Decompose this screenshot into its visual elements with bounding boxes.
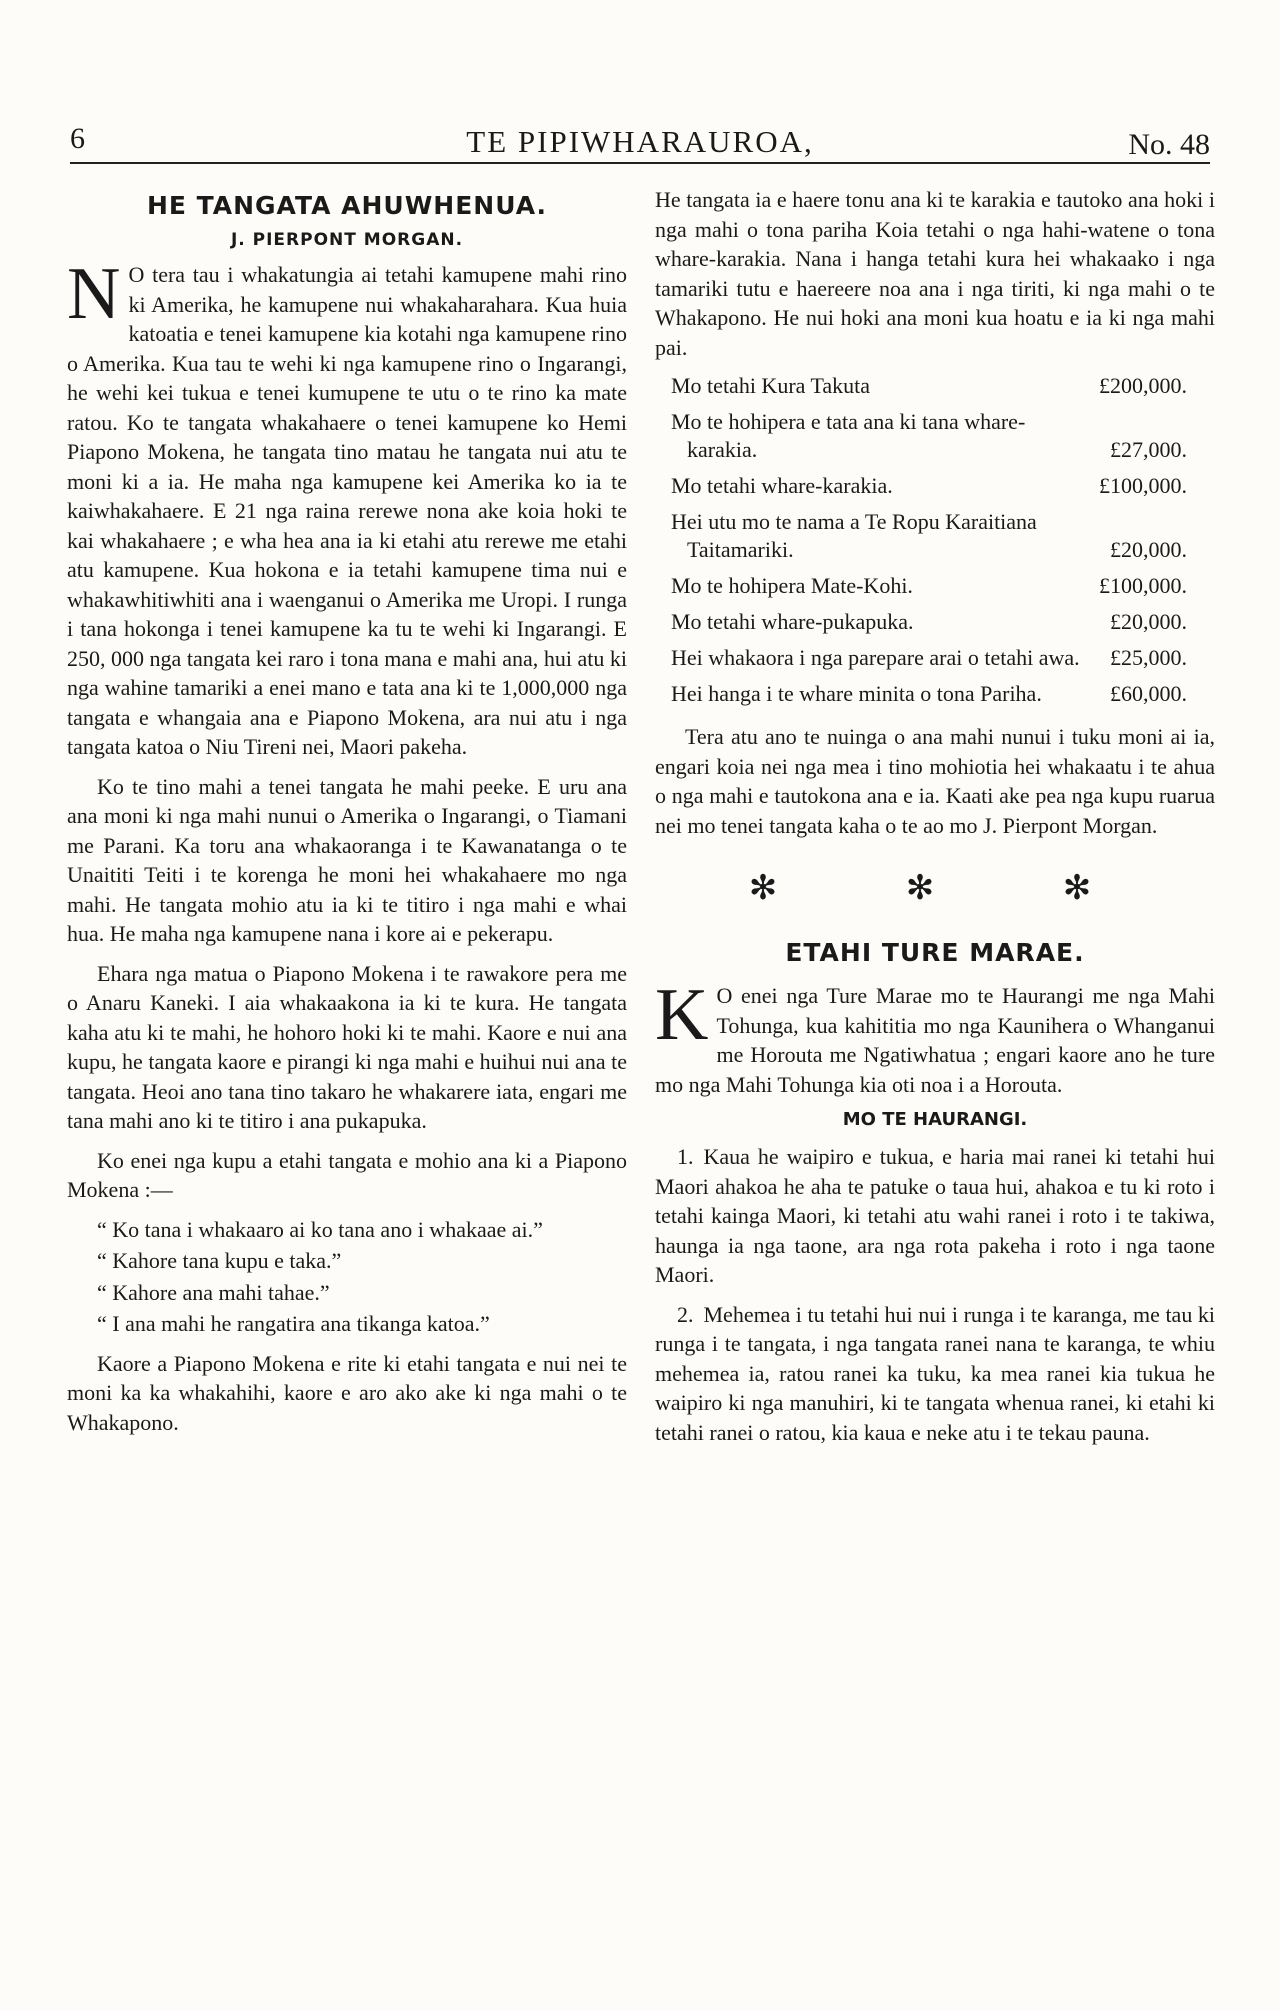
quote: “ Ko tana i whakaaro ai ko tana ano i whakaae ai.” — [97, 1216, 543, 1242]
paragraph: Ehara nga matua o Piapono Mokena i te rawakore pera me o Anaru Kaneki. I aia whakaakona ia ki te kura. He tangata kaha atu ki te mahi, he hohoro hoki ki te mahi. Kaore e nui ana kupu, he tangata kaore e pirangi ki nga mahi e huihui nui ana te tangata. Heoi ano tana tino takaro he whakarere iata, engari me tana mahi ano ki te titiro i ana pukapuka. — [67, 960, 627, 1133]
donation-row — [655, 408, 1215, 472]
law-item — [655, 1142, 1215, 1290]
drop-cap: K — [655, 974, 709, 1056]
donation-amount: £20,000. — [1110, 537, 1187, 562]
law-number: 2. — [677, 1301, 694, 1327]
section-divider-stars: ✻ ✻ ✻ — [748, 870, 1152, 907]
paragraph: Ko enei nga kupu a etahi tangata e mohio ana ki a Piapono Mokena :— — [67, 1147, 627, 1202]
article-subheading: J. PIERPONT MORGAN. — [230, 230, 464, 250]
donation-row — [655, 644, 1215, 680]
donation-amount: £25,000. — [1110, 645, 1187, 670]
donation-amount: £100,000. — [1099, 473, 1187, 498]
page-header — [70, 118, 1210, 164]
donation-row — [655, 472, 1215, 508]
law-text: Kaua he waipiro e tukua, e haria mai ranei ki tetahi hui Maori ahakoa he aha te patuke o taua hui, ahakoa e tu ki roto i tetahi kainga Maori, ki tetahi atu wahi ranei i roto i te takiwa, haunga ia nga taone, ara nga rota pakeha i roto i nga taone Maori. — [655, 1144, 1215, 1287]
paragraph — [655, 974, 1215, 1099]
quote: “ Kahore tana kupu e taka.” — [97, 1248, 342, 1273]
donation-row — [655, 572, 1215, 608]
donation-item: Mo te hohipera Mate-Kohi. — [671, 573, 913, 598]
issue-number: No. 48 — [1128, 128, 1210, 161]
donation-amount: £100,000. — [1099, 573, 1187, 598]
donation-amount: £200,000. — [1099, 373, 1187, 398]
donation-amount: £20,000. — [1110, 609, 1187, 634]
paragraph: Ko te tino mahi a tenei tangata he mahi peeke. E uru ana ana moni ki nga mahi nunui o Amerika o Ingarangi, o Tiamani me Parani. Ka toru ana whakaoranga i te Kawanatanga o te Unaititi Teiti i te korenga he moni hei whakahaere mo nga mahi. He tangata mohio atu ia ki te titiro i nga mahi e whai hua. He maha nga kamupene nana i kore ai e pekerapu. — [67, 773, 627, 946]
law-number: 1. — [677, 1144, 694, 1169]
donation-row — [655, 372, 1215, 408]
donation-item: Hei whakaora i nga parepare arai o tetahi awa. — [671, 645, 1080, 670]
donation-item: Mo te hohipera e tata ana ki tana whare-karakia. — [671, 409, 1026, 462]
donation-item: Hei utu mo te nama a Te Ropu Karaitiana Taitamariki. — [671, 509, 1037, 562]
donations-table — [655, 372, 1215, 716]
law-item — [655, 1300, 1215, 1448]
quote: “ Kahore ana mahi tahae.” — [97, 1279, 330, 1305]
paragraph: He tangata ia e haere tonu ana ki te karakia e tautoko ana hoki i nga mahi o tona pariha Koia tetahi o nga hahi-watene o tona whare-karakia. Nana i hanga tetahi kura hei whakaako i nga tamariki tutu e haereere noa ana i nga tiriti, ki nga mahi o te Whakapono. He nui hoki ana moni kua hoatu e ia ki nga mahi pai. — [655, 187, 1215, 360]
article-heading: HE TANGATA AHUWHENUA. — [146, 191, 548, 220]
article-heading-2: ETAHI TURE MARAE. — [785, 938, 1085, 967]
left-column — [67, 185, 627, 1447]
paragraph-text: O enei nga Ture Marae mo te Haurangi me nga Mahi Tohunga, kua kahititia mo nga Kaunihera o Whanganui me Horouta me Ngatiwhatua ; engari kaore ano he ture mo nga Mahi Tohunga kia oti noa i a Horouta. — [655, 983, 1215, 1097]
section-subheading: MO TE HAURANGI. — [842, 1109, 1028, 1130]
donation-amount: £27,000. — [1110, 437, 1187, 462]
donation-item: Mo tetahi Kura Takuta — [671, 373, 871, 398]
page-number: 6 — [70, 122, 85, 155]
drop-cap: N — [67, 253, 121, 335]
donation-item: Hei hanga i te whare minita o tona Pariha. — [671, 681, 1042, 706]
paragraph: Tera atu ano te nuinga o ana mahi nunui i tuku moni ai ia, engari koia nei nga mea i tino mohiotia hei whakaatu i te ahua o nga mahi e tautokona ana e ia. Kaati ake pea nga kupu ruarua nei mo tenei tangata kaha o te ao mo J. Pierpont Morgan. — [655, 724, 1215, 838]
paragraph-text: O tera tau i whakatungia ai tetahi kamupene mahi rino ki Amerika, he kamupene nui whakaharahara. Kua huia katoatia e tenei kamupene kia kotahi nga kamupene rino o Amerika. Kua tau te wehi ki nga kamupene rino o Ingarangi, he wehi kei tukua e tenei kumupene te utu o te rino ka mate ratou. Ko te tangata whakahaere o tenei kamupene ko Hemi Piapono Mokena, he tangata tino matau he tangata nui atu te moni ki a ia. He maha nga kamupene kei Amerika ko ia te kaiwhakahaere. E 21 nga raina rerewe nona ake koia hoki te kai whakahaere ; e wha hea ana ia ki etahi atu rerewe me etahi atu kamupene. Kua hokona e ia tetahi kamupene tima nui e whakawhitiwhiti ana i waenganui o Amerika me Uropi. I runga i tana hokonga i tenei kamupene ka tu te wehi ki Ingarangi. E 250, 000 nga tangata kei raro i tona mana e mahi ana, hui atu ki nga wahine tamariki a enei mano e tata ana ki te 1,000,000 nga tangata e whangaia ana e Piapono Mokena, ara nui atu i nga tangata katoa o Niu Tireni nei, Maori pakeha. — [67, 262, 627, 759]
paragraph — [67, 253, 627, 762]
donation-row — [655, 508, 1215, 572]
donation-row — [655, 608, 1215, 644]
quote: “ I ana mahi he rangatira ana tikanga katoa.” — [97, 1311, 490, 1336]
donation-row — [655, 680, 1215, 716]
donation-amount: £60,000. — [1110, 681, 1187, 706]
masthead-title: TE PIPIWHARAUROA, — [466, 124, 814, 159]
donation-item: Mo tetahi whare-karakia. — [671, 473, 893, 498]
paragraph: Kaore a Piapono Mokena e rite ki etahi tangata e nui nei te moni ka ka whakahihi, kaore e aro ako ake ki nga mahi o te Whakapono. — [67, 1350, 627, 1435]
right-column — [655, 185, 1215, 1457]
donation-item: Mo tetahi whare-pukapuka. — [671, 609, 914, 634]
law-text: Mehemea i tu tetahi hui nui i runga i te karanga, me tau ki runga i te tangata, i nga tangata ranei nana te karanga, te whiu mehemea ia, ratou ranei ka tuku, ka mea ranei kia tukua he waipiro ki nga manuhiri, ki te tangata whenua ranei, ki etahi ki tetahi ranei o ratou, kia kaua e neke atu i te tekau pauna. — [655, 1301, 1215, 1445]
